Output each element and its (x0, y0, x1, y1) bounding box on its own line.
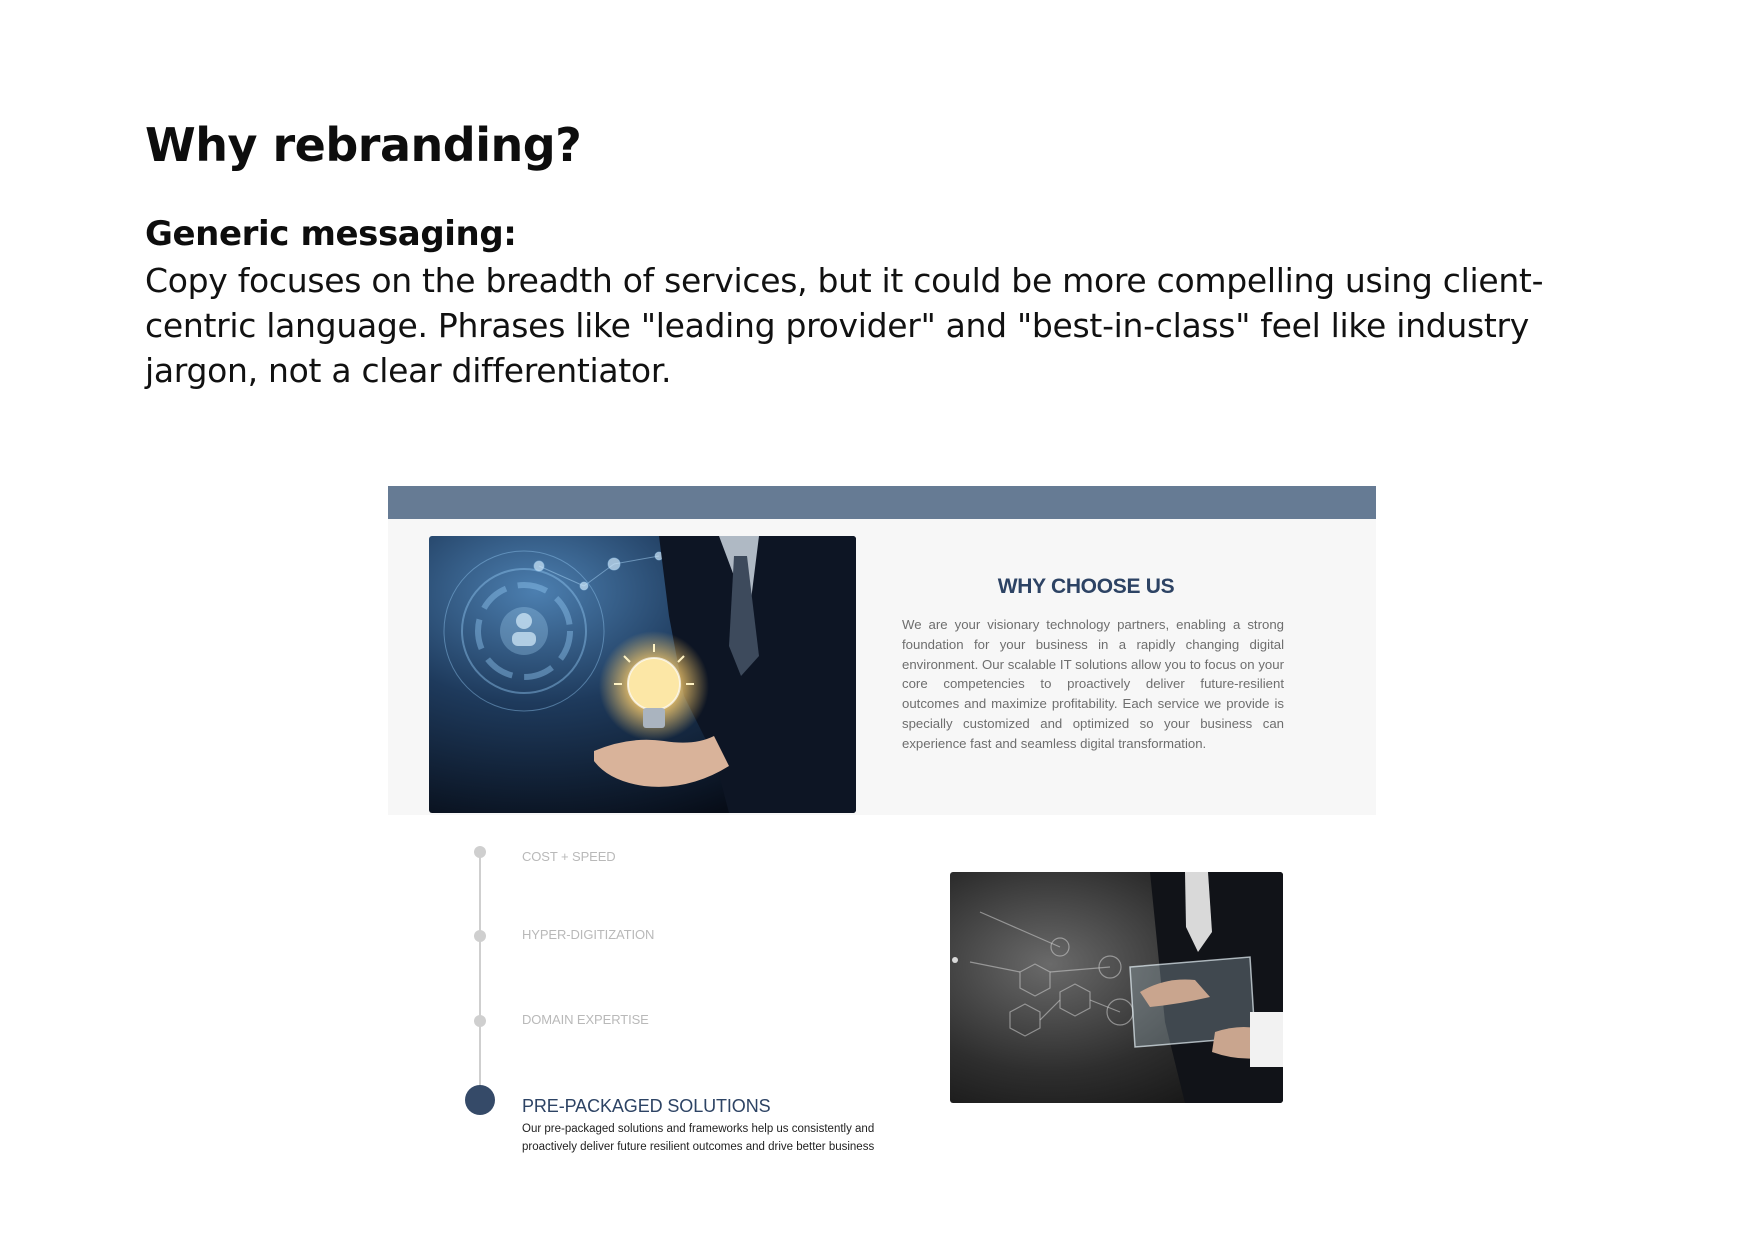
timeline-dot[interactable] (474, 930, 486, 942)
timeline-item-domain-expertise[interactable]: DOMAIN EXPERTISE (522, 1012, 649, 1027)
slide-title: Why rebranding? (145, 118, 582, 172)
header-band (388, 486, 1376, 519)
businessman-tablet-network-photo (950, 872, 1283, 1103)
point-heading: Generic messaging: (145, 214, 517, 254)
businessman-lightbulb-photo (429, 536, 856, 813)
timeline-dot[interactable] (474, 846, 486, 858)
timeline-dot[interactable] (474, 1015, 486, 1027)
timeline-line (479, 854, 481, 1114)
why-choose-us-body: We are your visionary technology partners, enabling a strong foundation for your business in a rapidly changing digital environment. Our scalable IT solutions allow you to focus on your core competencies to proactively deliver future-resilient outcomes and maximize profitability. Each service we provide is specially customized and optimized so your business can experience fast and seamless digital transformation. (902, 617, 1284, 751)
why-choose-us-section (388, 519, 1376, 815)
timeline-item-hyper-digitization[interactable]: HYPER-DIGITIZATION (522, 927, 655, 942)
timeline-item-pre-packaged-solutions[interactable]: PRE-PACKAGED SOLUTIONS (522, 1096, 771, 1116)
timeline-item-cost-speed[interactable]: COST + SPEED (522, 849, 616, 864)
point-body: Copy focuses on the breadth of services, but it could be more compelling using client-centric language. Phrases like "leading provider" and "best-in-class" feel like industry jargon, not a clear differentiator. (145, 261, 1544, 390)
timeline-dot-active[interactable] (465, 1085, 495, 1115)
timeline-active-description: Our pre-packaged solutions and frameworks help us consistently and proactively deliver future resilient outcomes and drive better business (522, 1123, 875, 1153)
why-choose-us-title: WHY CHOOSE US (997, 575, 1175, 598)
website-screenshot (388, 486, 1376, 1161)
